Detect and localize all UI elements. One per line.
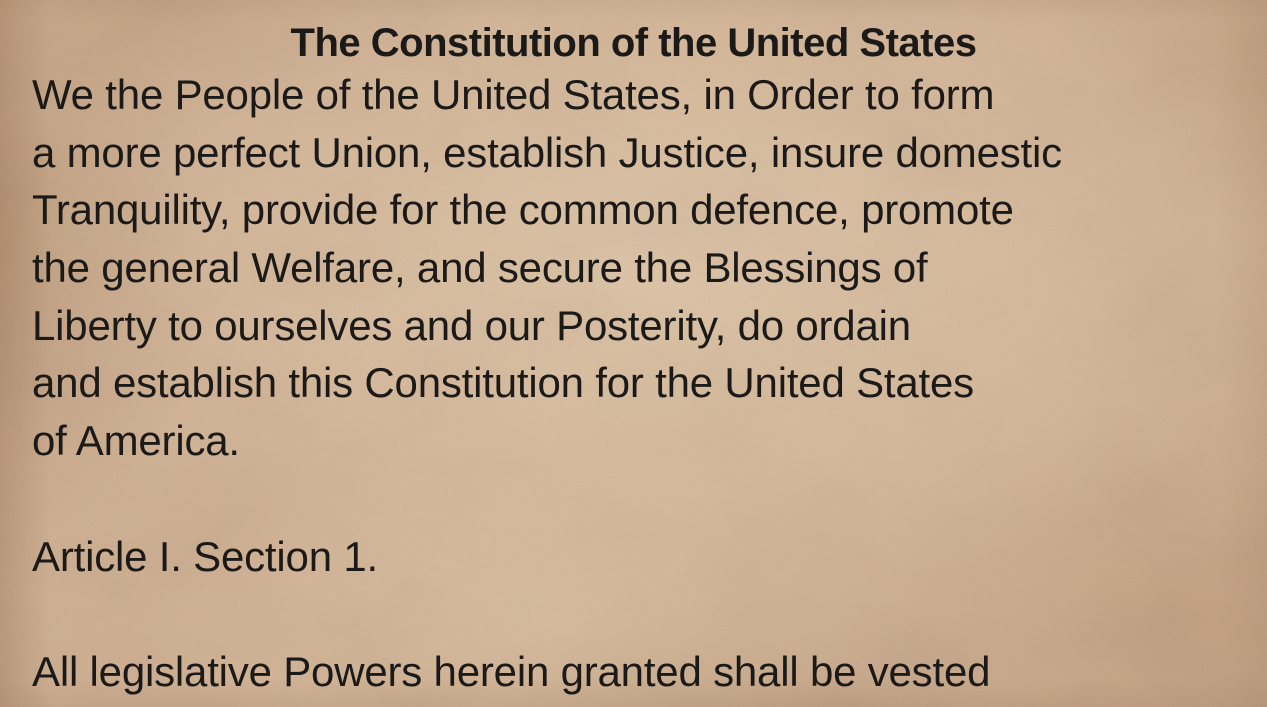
body-line-preamble-1: We the People of the United States, in Order to form [32, 71, 995, 118]
body-line-preamble-7: of America. [32, 417, 240, 465]
body-line-article-heading: Article I. Section 1. [32, 532, 378, 580]
body-line-blank-1 [32, 470, 1251, 528]
body-line-section-text: All legislative Powers herein granted shall be vested [32, 647, 991, 695]
body-line-blank-2 [32, 585, 1251, 643]
document-title: The Constitution of the United States [290, 21, 977, 65]
body-line-preamble-6: and establish this Constitution for the United States [32, 359, 974, 407]
body-line-preamble-2: a more perfect Union, establish Justice, insure domestic [32, 128, 1062, 176]
body-line-preamble-5: Liberty to ourselves and our Posterity, do ordain [32, 301, 911, 349]
body-line-preamble-3: Tranquility, provide for the common defence, promote [32, 186, 1014, 234]
document-body [32, 66, 1251, 701]
body-line-preamble-4: the general Welfare, and secure the Blessings of [32, 244, 928, 292]
